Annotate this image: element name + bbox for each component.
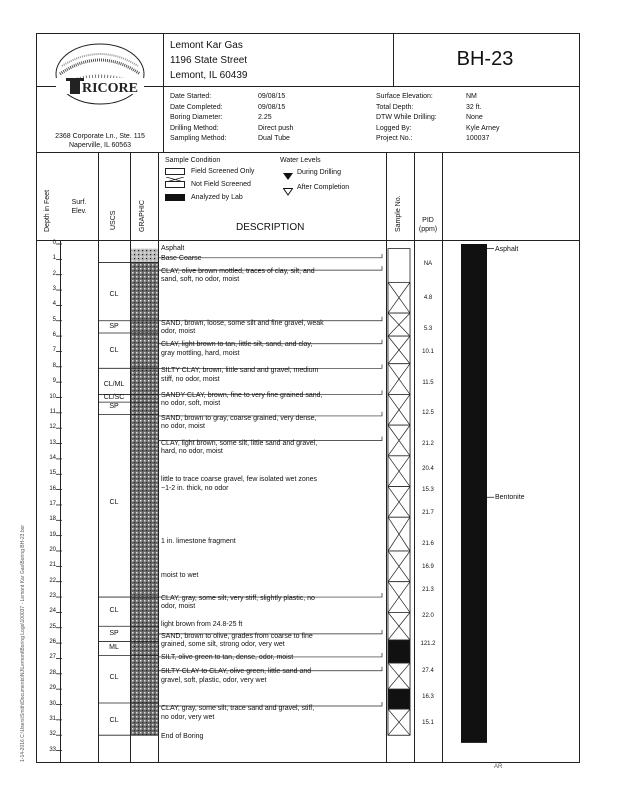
layer-description: SAND, brown, loose, some silt and fine gravel, weak odor, moist (161, 319, 324, 336)
layer-description: SILT, olive green to tan, dense, odor, moist (161, 654, 294, 662)
uscs-label: CL (109, 674, 119, 682)
company-address-2: Naperville, IL 60563 (68, 142, 131, 149)
uscs-label: CL/SC (103, 393, 125, 401)
info-label: Total Depth: (376, 103, 414, 111)
pid-value: 16.3 (422, 694, 434, 701)
info-value: Direct push (258, 124, 294, 132)
site-line-2: 1196 State Street (170, 55, 248, 66)
depth-tick-label: 5 (52, 316, 56, 323)
depth-tick-label: 23 (49, 593, 56, 600)
info-label: Project No.: (376, 135, 413, 142)
depth-tick-label: 10 (49, 393, 56, 400)
depth-tick-label: 26 (49, 639, 56, 646)
col-surf-elev: Surf. Elev. (71, 199, 87, 215)
depth-tick-label: 22 (49, 577, 56, 584)
sample-interval (388, 640, 410, 663)
uscs-label: CL (109, 499, 119, 507)
well-asphalt-label: Asphalt (495, 245, 519, 253)
layer-description: CLAY, light brown, some silt, little sand and gravel, hard, no odor, moist (161, 439, 318, 456)
depth-tick-label: 7 (52, 347, 56, 354)
uscs-label: SP (109, 322, 119, 330)
uscs-label: CL (109, 717, 119, 725)
layer-description: CLAY, gray, some silt, trace sand and gravel, stiff, no odor, very wet (161, 705, 315, 721)
pid-value: 16.9 (422, 563, 434, 570)
boring-id: BH-23 (456, 48, 514, 70)
file-path-note: 1-14-2016 C:\Users\Smith\Documents\NJ\Lemont\Boring Logs\100037 - Lemont Kar Gas\Boring BH-23.bor (20, 524, 26, 762)
layer-description: CLAY, light brown to tan, little silt, sand, and clay, gray mottling, hard, moist (161, 341, 313, 357)
pid-value: 5.3 (423, 325, 433, 332)
depth-tick-label: 19 (49, 531, 56, 538)
info-label: Logged By: (376, 124, 412, 132)
layer-description: End of Boring (161, 732, 204, 740)
info-value: Dual Tube (258, 135, 290, 142)
legend-water-title: Water Levels (280, 157, 321, 164)
col-depth: Depth in Feet (44, 189, 51, 232)
pid-value: 21.6 (422, 540, 434, 547)
uscs-label: ML (109, 643, 119, 651)
site-line-3: Lemont, IL 60439 (170, 70, 248, 81)
pid-value: NA (423, 261, 433, 268)
depth-tick-label: 20 (49, 547, 56, 553)
pid-value: 4.8 (423, 295, 433, 302)
pid-value: 21.3 (422, 586, 434, 593)
info-value: 32 ft. (466, 103, 482, 111)
info-label: Boring Diameter: (170, 114, 223, 121)
pid-value: 121.2 (420, 640, 436, 647)
depth-tick-label: 8 (52, 362, 56, 369)
depth-tick-label: 2 (52, 270, 56, 277)
info-value: 09/08/15 (258, 103, 286, 111)
col-graphic: GRAPHIC (139, 200, 146, 232)
legend-after: After Completion (297, 184, 350, 191)
info-label: Date Started: (170, 93, 212, 100)
layer-description: moist to wet (161, 571, 199, 579)
depth-tick-label: 15 (49, 470, 56, 477)
legend-during: During Drilling (297, 169, 341, 176)
info-label: Date Completed: (170, 103, 223, 111)
uscs-label: SP (109, 629, 119, 637)
depth-tick-label: 6 (52, 332, 56, 339)
graphic-asphalt (131, 249, 158, 263)
layer-description: SANDY CLAY, brown, fine to very fine grained sand, no odor, soft, moist (161, 391, 323, 408)
layer-description: Asphalt (161, 244, 185, 252)
depth-tick-label: 21 (49, 562, 56, 569)
depth-tick-label: 31 (49, 715, 56, 722)
uscs-label: CL/ML (103, 381, 125, 389)
legend-not-field: Not Field Screened (191, 181, 251, 188)
legend-lab: Analyzed by Lab (191, 194, 243, 201)
depth-tick-label: 9 (52, 378, 56, 385)
info-label: Surface Elevation: (376, 93, 433, 100)
info-label: Drilling Method: (170, 124, 219, 132)
legend-sample-title: Sample Condition (165, 157, 221, 164)
layer-description: little to trace coarse gravel, few isolated wet zones ~1-2 in. thick, no odor (161, 476, 318, 492)
footer-code: AR (494, 764, 503, 770)
depth-tick-label: 33 (49, 746, 56, 753)
layer-description: light brown from 24.8-25 ft (161, 620, 243, 628)
pid-value: 27.4 (422, 668, 434, 675)
uscs-label: CL (109, 290, 119, 298)
pid-value: 21.7 (422, 510, 434, 517)
pid-value: 20.4 (422, 465, 434, 472)
uscs-label: SP (109, 402, 119, 410)
pid-value: 21.2 (422, 441, 434, 448)
depth-tick-label: 3 (52, 286, 56, 293)
info-value: 09/08/15 (258, 93, 286, 100)
pid-value: 10.1 (422, 348, 434, 355)
depth-tick-label: 30 (49, 700, 56, 707)
pid-value: 15.3 (422, 487, 434, 494)
depth-tick-label: 12 (49, 424, 56, 431)
layer-description: Base Coarse (161, 255, 202, 263)
depth-tick-label: 1 (52, 255, 56, 262)
info-value: Kyle Arney (466, 124, 500, 132)
info-label: DTW While Drilling: (376, 114, 437, 121)
uscs-label: CL (109, 606, 119, 614)
col-pid: PID (ppm) (418, 217, 438, 233)
depth-tick-label: 25 (49, 623, 56, 630)
depth-tick-label: 14 (49, 454, 56, 461)
site-line-1: Lemont Kar Gas (170, 40, 243, 51)
depth-tick-label: 18 (49, 516, 56, 523)
depth-tick-label: 16 (49, 485, 56, 492)
info-label: Sampling Method: (170, 135, 227, 142)
pid-value: 12.5 (422, 410, 434, 417)
depth-tick-label: 17 (49, 500, 56, 507)
depth-tick-label: 13 (49, 439, 56, 446)
info-value: NM (466, 93, 477, 100)
pid-value: 11.5 (422, 379, 434, 386)
info-value: None (466, 114, 483, 121)
layer-description: CLAY, gray, some silt, very stiff, slightly plastic, no odor, moist (161, 594, 315, 611)
depth-tick-label: 27 (49, 654, 56, 661)
layer-description: SILTY CLAY, brown, little sand and gravel, medium stiff, no odor, moist (161, 367, 319, 383)
depth-tick-label: 29 (49, 685, 56, 692)
company-address-1: 2368 Corporate Ln., Ste. 115 (55, 133, 145, 140)
legend-field: Field Screened Only (191, 168, 255, 175)
well-bentonite-label: Bentonite (495, 494, 525, 502)
col-sample-no: Sample No. (395, 195, 402, 232)
pid-value: 22.0 (422, 613, 434, 619)
layer-description: SAND, brown to olive, grades from coarse to fine grained, some silt, strong odor, very wet (161, 632, 313, 649)
logo-text: RICORE (82, 81, 139, 96)
col-description: DESCRIPTION (236, 222, 305, 233)
depth-tick-label: 4 (52, 301, 56, 308)
depth-tick-label: 11 (49, 408, 56, 415)
layer-description: 1 in. limestone fragment (161, 537, 236, 545)
sample-interval (388, 689, 410, 709)
uscs-label: CL (109, 347, 119, 355)
depth-tick-label: 28 (49, 669, 56, 676)
depth-tick-label: 0 (52, 240, 56, 246)
layer-description: SAND, brown to gray, coarse grained, very dense, no odor, moist (161, 414, 317, 431)
layer-description: SILTY CLAY to CLAY, olive green, little sand and gravel, soft, plastic, odor, very wet (161, 668, 312, 684)
depth-tick-label: 24 (49, 608, 56, 615)
well-bentonite-column (461, 244, 487, 743)
pid-value: 15.1 (422, 720, 434, 727)
info-value: 100037 (466, 135, 490, 142)
info-value: 2.25 (258, 114, 272, 121)
layer-description: CLAY, olive brown mottled, traces of clay, silt, and sand, soft, no odor, moist (161, 267, 315, 284)
col-uscs: USCS (110, 210, 117, 230)
depth-tick-label: 32 (49, 731, 56, 738)
